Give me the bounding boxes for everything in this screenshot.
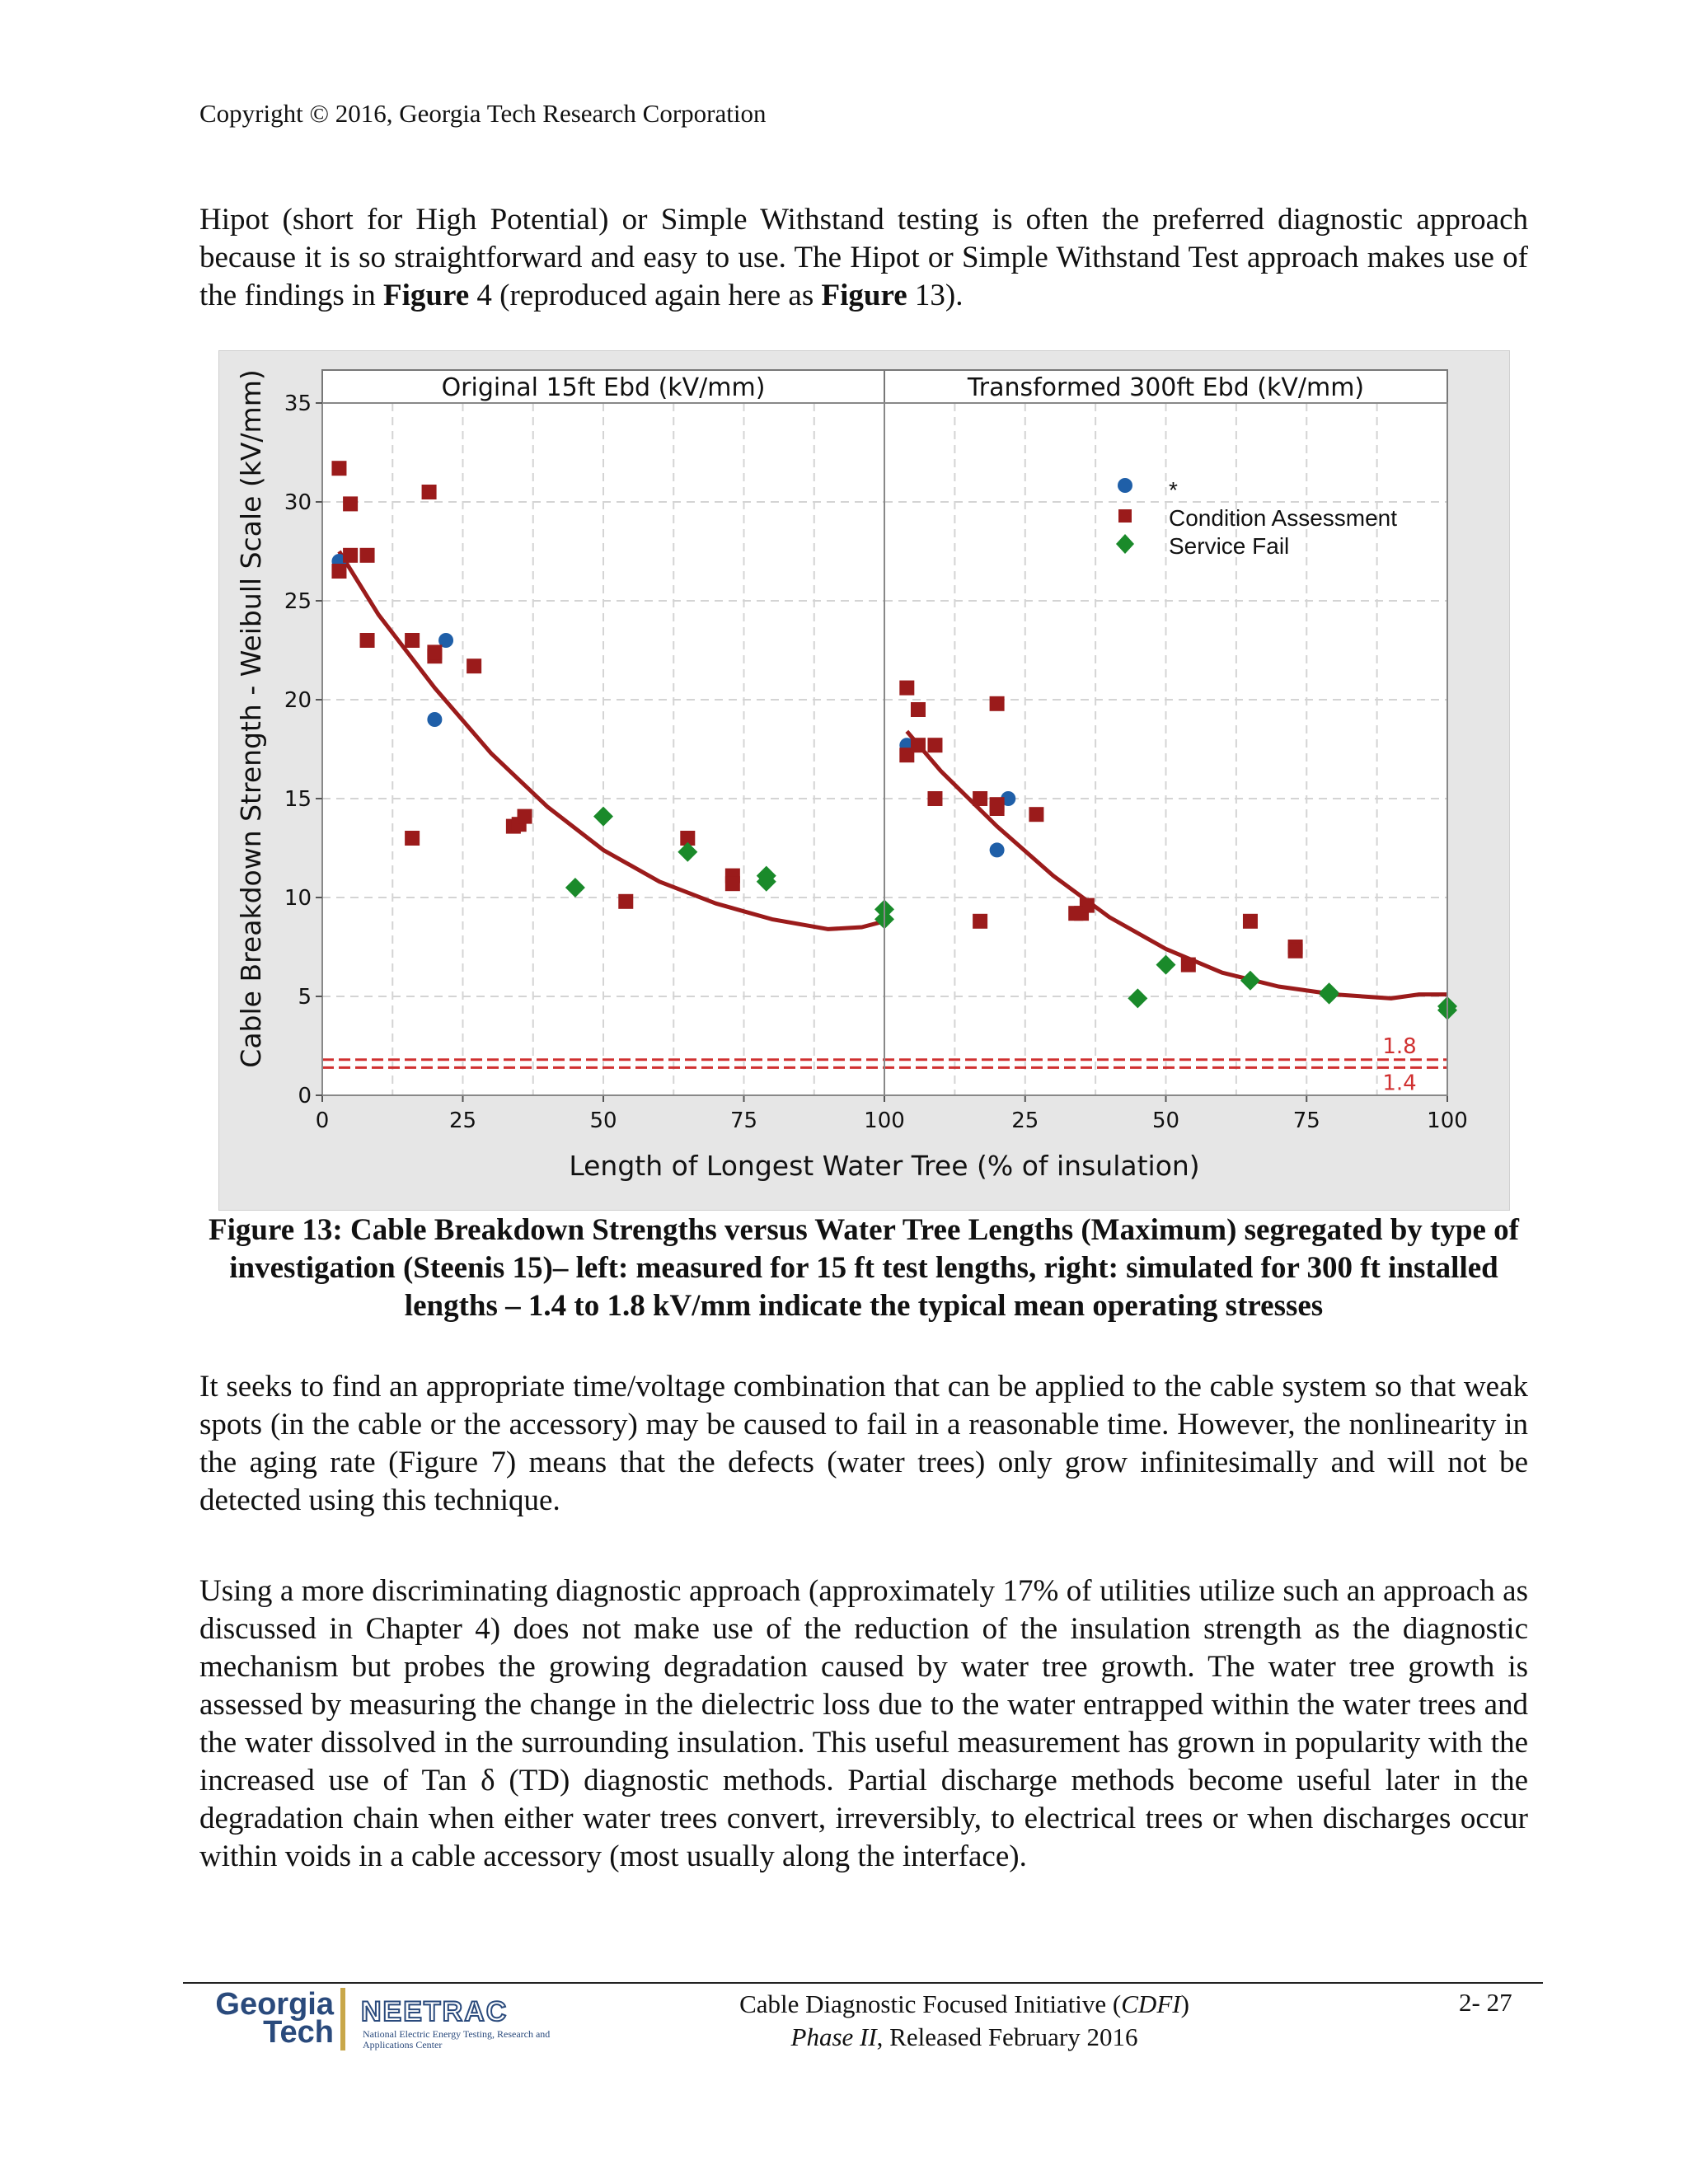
figure-caption: Figure 13: Cable Breakdown Strengths versus Water Tree Lengths (Maximum) segregated by type of investigation (Steenis 15)– left: measured for 15 ft test lengths, right: simulated for 300 ft installed lengths – 1.4 to 1.8 kV/mm indicate the typical mean operating stresses — [209, 1213, 1519, 1323]
data-point-condition-assessment — [973, 791, 987, 806]
data-point-condition-assessment — [343, 548, 358, 563]
y-tick-label: 30 — [284, 490, 312, 515]
reference-label-1.4: 1.4 — [1382, 1071, 1417, 1096]
x-tick-label: 75 — [729, 1108, 758, 1133]
y-tick-label: 20 — [284, 688, 312, 713]
data-point-condition-assessment — [405, 831, 420, 846]
data-point-star — [990, 842, 1005, 857]
legend-label-star: * — [1169, 477, 1178, 503]
footer-divider — [183, 1982, 1543, 1984]
data-point-condition-assessment — [422, 485, 437, 499]
y-tick-label: 15 — [284, 787, 312, 812]
x-tick-label: 100 — [864, 1108, 905, 1133]
y-tick-label: 10 — [284, 886, 312, 911]
panel-0-title: Original 15ft Ebd (kV/mm) — [441, 373, 766, 402]
panel-1-title: Transformed 300ft Ebd (kV/mm) — [967, 373, 1365, 402]
reference-label-1.8: 1.8 — [1382, 1033, 1417, 1059]
data-point-condition-assessment — [360, 548, 375, 563]
data-point-condition-assessment — [1288, 944, 1303, 958]
data-point-condition-assessment — [911, 702, 926, 717]
copyright-header: Copyright © 2016, Georgia Tech Research Corporation — [199, 99, 767, 128]
y-tick-label: 0 — [298, 1084, 312, 1108]
footer-title: Cable Diagnostic Focused Initiative (CDFI) Phase II, Released February 2016 — [739, 1990, 1189, 2051]
intro-paragraph: Hipot (short for High Potential) or Simple Withstand testing is often the preferred diagnostic approach because it is so straightforward and easy to use. The Hipot or Simple Withstand Test approach makes use of the findings in Figure 4 (reproduced again here as Figure 13). — [199, 203, 1528, 312]
figure-13 — [218, 350, 1510, 1211]
logo-line-1: Georgia — [215, 1987, 334, 2022]
data-point-condition-assessment — [973, 914, 987, 929]
legend-label-service: Service Fail — [1169, 533, 1290, 559]
data-point-condition-assessment — [725, 876, 740, 891]
legend-label-condition: Condition Assessment — [1169, 505, 1398, 531]
neetrac-subtitle: National Electric Energy Testing, Research and Applications Center — [363, 2028, 551, 2050]
x-tick-label: 100 — [1427, 1108, 1468, 1133]
data-point-condition-assessment — [990, 696, 1005, 711]
data-point-condition-assessment — [1181, 958, 1196, 972]
x-tick-label: 0 — [315, 1108, 330, 1133]
x-tick-label: 50 — [589, 1108, 617, 1133]
data-point-condition-assessment — [911, 738, 926, 752]
body-paragraph-3: Using a more discriminating diagnostic approach (approximately 17% of utilities utilize such an approach as discussed in Chapter 4) does not make use of the reduction of the insulation strength as the diagnostic mechanism but probes the growing degradation caused by water tree growth. The water tree growth is assessed by measuring the change in the dielectric loss due to the water entrapped within the water trees and the water dissolved in the surrounding insulation. This useful measurement has grown in popularity with the increased use of Tan δ (TD) diagnostic methods. Partial discharge methods become useful later in the degradation chain when either water trees convert, irreversibly, to electrical trees or when discharges occur within voids in a cable accessory (most usually along the interface). — [199, 1574, 1528, 1873]
y-tick-label: 25 — [284, 589, 312, 614]
legend-marker-condition — [1118, 509, 1132, 523]
data-point-condition-assessment — [899, 681, 914, 696]
neetrac-logo: NEETRAC — [361, 1996, 509, 2027]
data-point-condition-assessment — [927, 738, 942, 752]
x-tick-label: 75 — [1292, 1108, 1320, 1133]
x-tick-label: 50 — [1151, 1108, 1180, 1133]
logo-divider — [340, 1988, 345, 2050]
data-point-condition-assessment — [618, 894, 633, 909]
legend-marker-star — [1118, 478, 1132, 493]
x-axis-label: Length of Longest Water Tree (% of insulation) — [569, 1150, 1200, 1182]
data-point-star — [427, 712, 442, 727]
breakdown-chart — [219, 351, 1509, 1210]
y-tick-label: 5 — [298, 985, 312, 1010]
data-point-condition-assessment — [990, 797, 1005, 812]
data-point-condition-assessment — [518, 809, 532, 824]
x-tick-label: 25 — [448, 1108, 477, 1133]
data-point-condition-assessment — [927, 791, 942, 806]
logo-line-2: Tech — [263, 2015, 334, 2050]
data-point-condition-assessment — [467, 658, 481, 673]
data-point-condition-assessment — [1068, 906, 1083, 921]
page-number: 2- 27 — [1459, 1988, 1512, 2017]
data-point-condition-assessment — [331, 564, 346, 579]
data-point-condition-assessment — [405, 633, 420, 648]
x-tick-label: 25 — [1011, 1108, 1039, 1133]
data-point-condition-assessment — [1029, 807, 1043, 822]
data-point-condition-assessment — [1243, 914, 1258, 929]
georgia-tech-logo — [198, 1987, 334, 2050]
y-tick-label: 35 — [284, 391, 312, 416]
data-point-condition-assessment — [331, 461, 346, 476]
data-point-condition-assessment — [360, 633, 375, 648]
data-point-condition-assessment — [427, 644, 442, 659]
y-axis-label: Cable Breakdown Strength - Weibull Scale (kV/mm) — [235, 369, 267, 1068]
body-paragraph-2: It seeks to find an appropriate time/voltage combination that can be applied to the cable system so that weak spots (in the cable or the accessory) may be caused to fail in a reasonable time. However, the nonlinearity in the aging rate (Figure 7) means that the defects (water trees) only grow infinitesimally and will not be detected using this technique. — [199, 1370, 1528, 1517]
data-point-condition-assessment — [343, 496, 358, 511]
